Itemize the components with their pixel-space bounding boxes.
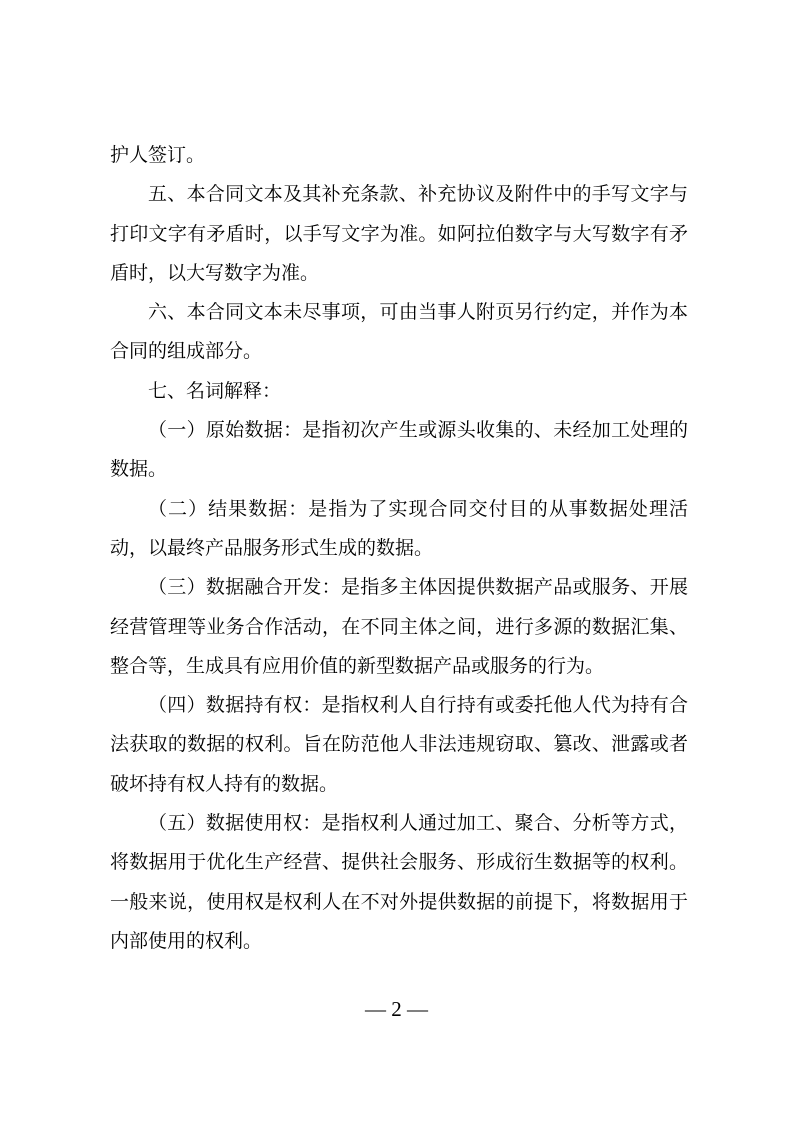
definition-data-holding-right: （四）数据持有权：是指权利人自行持有或委托他人代为持有合法获取的数据的权利。旨在防范他人非法违规窃取、篡改、泄露或者破坏持有权人持有的数据。 [110, 694, 688, 795]
definition-result-data: （二）结果数据：是指为了实现合同交付目的从事数据处理活动，以最终产品服务形式生成的数据。 [110, 497, 688, 559]
definition-raw-data: （一）原始数据：是指初次产生或源头收集的、未经加工处理的数据。 [110, 419, 688, 481]
paragraph-clause-7-heading: 七、名词解释： [148, 379, 282, 402]
definition-data-use-right: （五）数据使用权：是指权利人通过加工、聚合、分析等方式，将数据用于优化生产经营、提供社会服务、形成衍生数据等的权利。一般来说，使用权是权利人在不对外提供数据的前提下，将数据用于内部使用的权利。 [110, 812, 688, 952]
paragraph-continuation: 护人签订。 [110, 144, 206, 166]
page-number: — 2 — [365, 997, 428, 1021]
paragraph-clause-6: 六、本合同文本未尽事项，可由当事人附页另行约定，并作为本合同的组成部分。 [110, 301, 688, 363]
paragraph-clause-5: 五、本合同文本及其补充条款、补充协议及附件中的手写文字与打印文字有矛盾时，以手写文字为准。如阿拉伯数字与大写数字有矛盾时，以大写数字为准。 [110, 183, 688, 284]
definition-data-fusion: （三）数据融合开发：是指多主体因提供数据产品或服务、开展经营管理等业务合作活动，在不同主体之间，进行多源的数据汇集、整合等，生成具有应用价值的新型数据产品或服务的行为。 [110, 576, 688, 677]
document-body [110, 136, 688, 961]
